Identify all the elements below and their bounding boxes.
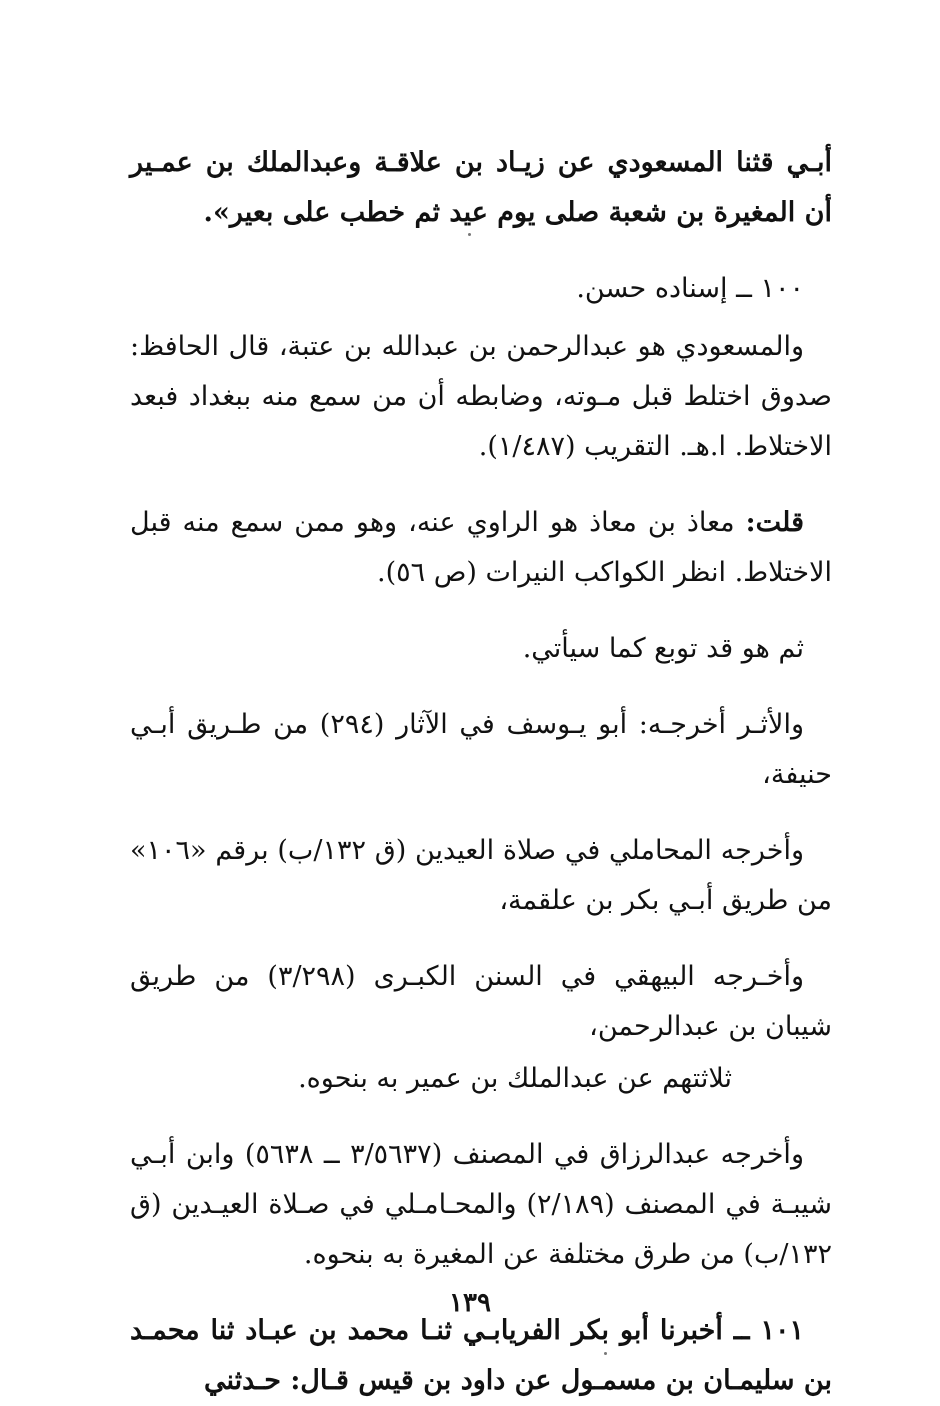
paragraph-takhrij-mahamili: وأخرجه المحاملي في صلاة العيدين (ق ١٣٢/ب) برقم «١٠٦» من طريق أبـي بكر بن علقمة، xyxy=(130,835,832,916)
paragraph-masoudi-note: والمسعودي هو عبدالرحمن بن عبدالله بن عتبة، قال الحافظ: صدوق اختلط قبل مـوته، وضابطه أن من سمع منه ببغداد فبعد الاختلاط. ا.هـ. التقريب (١/٤٨٧). xyxy=(130,331,832,462)
print-speck xyxy=(604,1352,607,1355)
qultu-text: معاذ بن معاذ هو الراوي عنه، وهو ممن سمع منه قبل الاختلاط. انظر الكواكب النيرات (ص ٥٦). xyxy=(130,507,832,588)
paragraph-takhrij-bayhaqi: وأخـرجه البيهقي في السنن الكبـرى (٣/٢٩٨) من طريق شيبان بن عبدالرحمن، xyxy=(130,961,832,1042)
paragraph-takhrij-abu-yusuf: والأثـر أخرجـه: أبو يـوسف في الآثار (٢٩٤) من طـريق أبـي حنيفة، xyxy=(130,709,832,790)
paragraph-hadith-101: ١٠١ ــ أخبرنا أبو بكر الفريابـي ثنـا محمد بن عبـاد ثنا محمـد بن سليمـان بن مسمـول عن داود بن قيس قـال: حـدثني xyxy=(130,1315,832,1396)
qultu-lead: قلت: xyxy=(745,507,804,538)
paragraph-thalathatuhum: ثلاثتهم عن عبدالملك بن عمير به بنحوه. xyxy=(298,1063,732,1094)
print-speck xyxy=(468,233,471,236)
paragraph-qultu xyxy=(130,498,832,598)
page-number: ١٣٩ xyxy=(449,1288,491,1318)
paragraph-takhrij-abdurrazzaq: وأخرجه عبدالرزاق في المصنف (٣/٥٦٣٧ ــ ٥٦٣٨) وابن أبـي شيبـة في المصنف (٢/١٨٩) والمحـامـلي في صـلاة العيـدين (ق ١٣٢/ب) من طرق مختلفة عن المغيرة به بنحوه. xyxy=(130,1139,832,1270)
paragraph-hadith-continuation: أبـي قثنا المسعودي عن زيـاد بن علاقـة وعبدالملك بن عمـير أن المغيرة بن شعبة صلى يوم عيد ثم خطب على بعير». xyxy=(130,147,832,228)
paragraph-note-100-heading: ١٠٠ ــ إسناده حسن. xyxy=(576,273,804,304)
paragraph-tawabu: ثم هو قد توبع كما سيأتي. xyxy=(522,633,804,664)
